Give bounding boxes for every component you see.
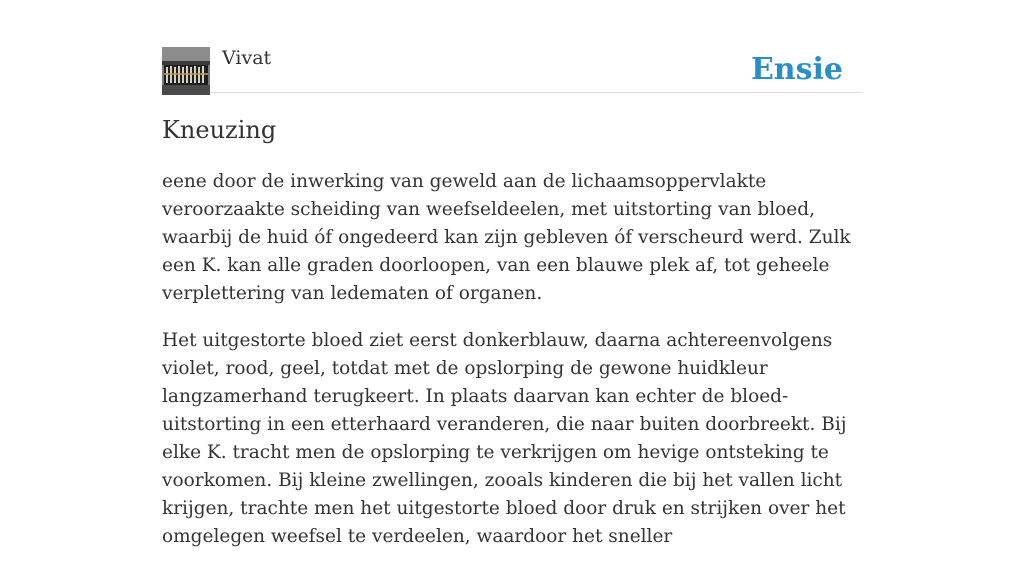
author-name[interactable]: Vivat: [222, 47, 272, 69]
paragraph: Het uitgestorte bloed ziet eerst donkerblauw, daarna achtereenvolgens violet, rood, geel, totdat met de opslorping de gewone huidkleur langzamerhand terugkeert. In plaats daarvan kan echter de bloed-uitstorting in een etterhaard veranderen, die naar buiten doorbreekt. Bij elke K. tracht men de opslorping te verkrijgen om hevige ontsteking te voorkomen. Bij kleine zwellingen, zooals kinderen die bij het vallen licht krijgen, trachte men het uitgestorte bloed door druk en strijken over het omgelegen weefsel te verdeelen, waardoor het sneller: [162, 330, 847, 547]
paragraph: eene door de inwerking van geweld aan de lichaamsoppervlakte veroorzaakte scheiding van weefseldeelen, met uitstorting van bloed, waarbij de huid óf ongedeerd kan zijn gebleven óf verscheurd werd. Zulk een K. kan alle graden doorloopen, van een blauwe plek af, tot geheele verplettering van ledematen of organen.: [162, 171, 851, 304]
page-title: Kneuzing: [162, 116, 277, 144]
header: [162, 46, 862, 93]
avatar[interactable]: [162, 47, 210, 95]
article-body: [162, 168, 862, 570]
brand-logo-link[interactable]: Ensie: [750, 52, 843, 87]
books-on-shelf-avatar-icon: [162, 47, 210, 95]
